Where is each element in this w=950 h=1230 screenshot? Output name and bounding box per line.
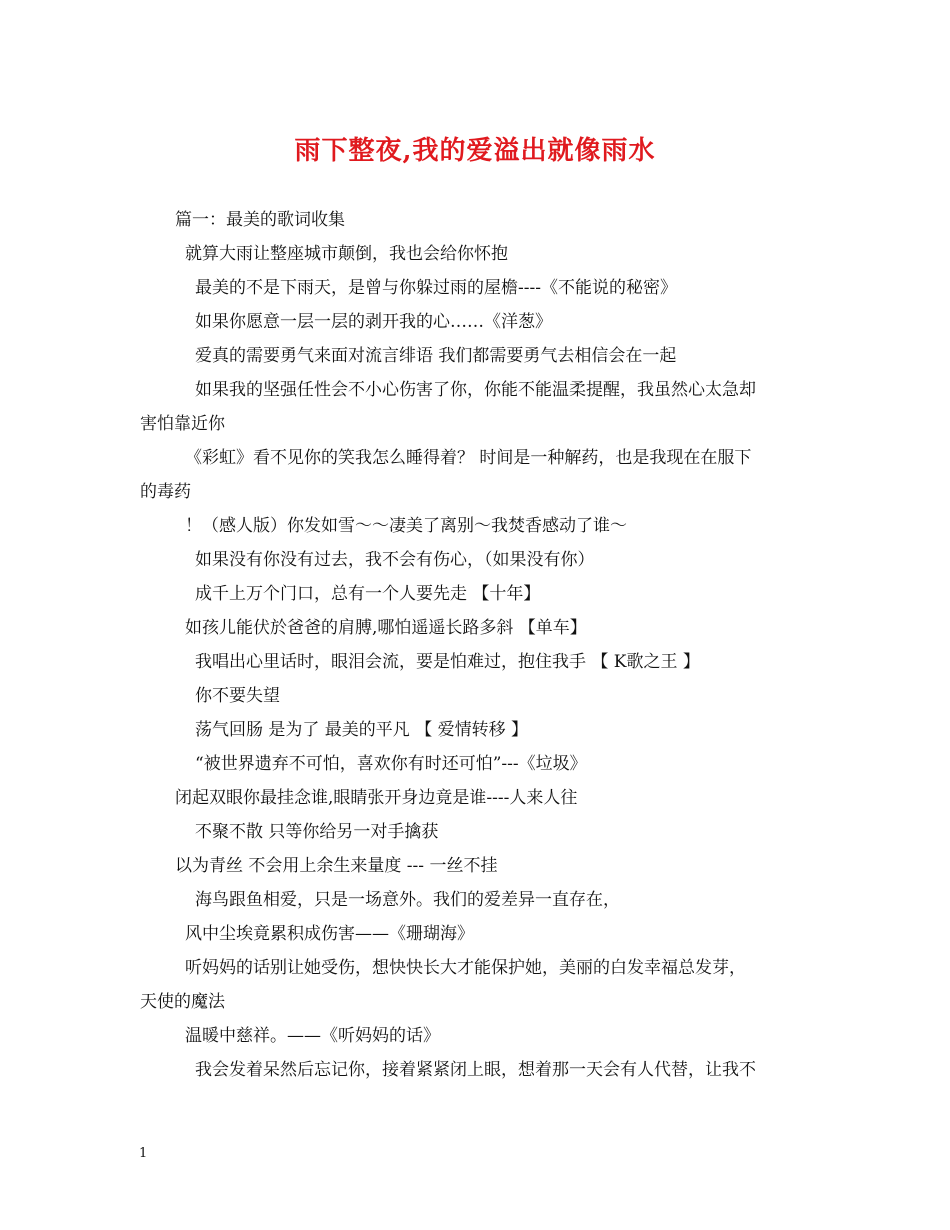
- text-line: 你不要失望: [195, 686, 280, 706]
- text-line: 闭起双眼你最挂念谁,眼睛张开身边竟是谁----人来人往: [175, 788, 578, 808]
- text-line: 以为青丝 不会用上余生来量度 --- 一丝不挂: [175, 856, 498, 876]
- text-line: 我唱出心里话时，眼泪会流，要是怕难过，抱住我手 【 K歌之王 】: [195, 652, 700, 672]
- text-line: 成千上万个门口，总有一个人要先走 【十年】: [195, 584, 541, 604]
- text-line: 篇一：最美的歌词收集: [175, 210, 345, 230]
- text-line: 不聚不散 只等你给另一对手擒获: [195, 822, 439, 842]
- text-line: ！（感人版）你发如雪～～凄美了离别～我焚香感动了谁～: [185, 516, 627, 536]
- text-line: 荡气回肠 是为了 最美的平凡 【 爱情转移 】: [195, 720, 529, 740]
- text-line: 爱真的需要勇气来面对流言绯语 我们都需要勇气去相信会在一起: [195, 346, 677, 366]
- page-number: 1: [139, 1146, 148, 1161]
- text-line: 如果没有你没有过去，我不会有伤心，（如果没有你）: [195, 550, 595, 570]
- text-line: 如果你愿意一层一层的剥开我的心……《洋葱》: [195, 312, 552, 332]
- document-title: 雨下整夜,我的爱溢出就像雨水: [294, 136, 656, 166]
- text-line: 我会发着呆然后忘记你，接着紧紧闭上眼，想着那一天会有人代替，让我不: [195, 1060, 756, 1080]
- text-line: 如孩儿能伏於爸爸的肩膊,哪怕遥遥长路多斜 【单车】: [185, 618, 587, 638]
- text-line: 海鸟跟鱼相爱，只是一场意外。我们的爱差异一直存在，: [195, 890, 620, 910]
- text-line: 天使的魔法: [140, 992, 225, 1012]
- document-body: [140, 203, 820, 1087]
- text-line: 最美的不是下雨天，是曾与你躲过雨的屋檐----《不能说的秘密》: [195, 278, 677, 298]
- text-line: 听妈妈的话别让她受伤，想快快长大才能保护她，美丽的白发幸福总发芽，: [185, 958, 746, 978]
- text-line: 就算大雨让整座城市颠倒，我也会给你怀抱: [185, 244, 508, 264]
- text-line: 《彩虹》看不见你的笑我怎么睡得着？ 时间是一种解药，也是我现在在服下: [185, 448, 752, 468]
- text-line: 风中尘埃竟累积成伤害——《珊瑚海》: [185, 924, 474, 944]
- text-line: 温暖中慈祥。——《听妈妈的话》: [185, 1026, 440, 1046]
- text-line: 的毒药: [140, 482, 191, 502]
- text-line: 害怕靠近你: [140, 414, 225, 434]
- text-line: “被世界遗弃不可怕，喜欢你有时还可怕”---《垃圾》: [195, 754, 587, 774]
- text-line: 如果我的坚强任性会不小心伤害了你，你能不能温柔提醒，我虽然心太急却: [195, 380, 756, 400]
